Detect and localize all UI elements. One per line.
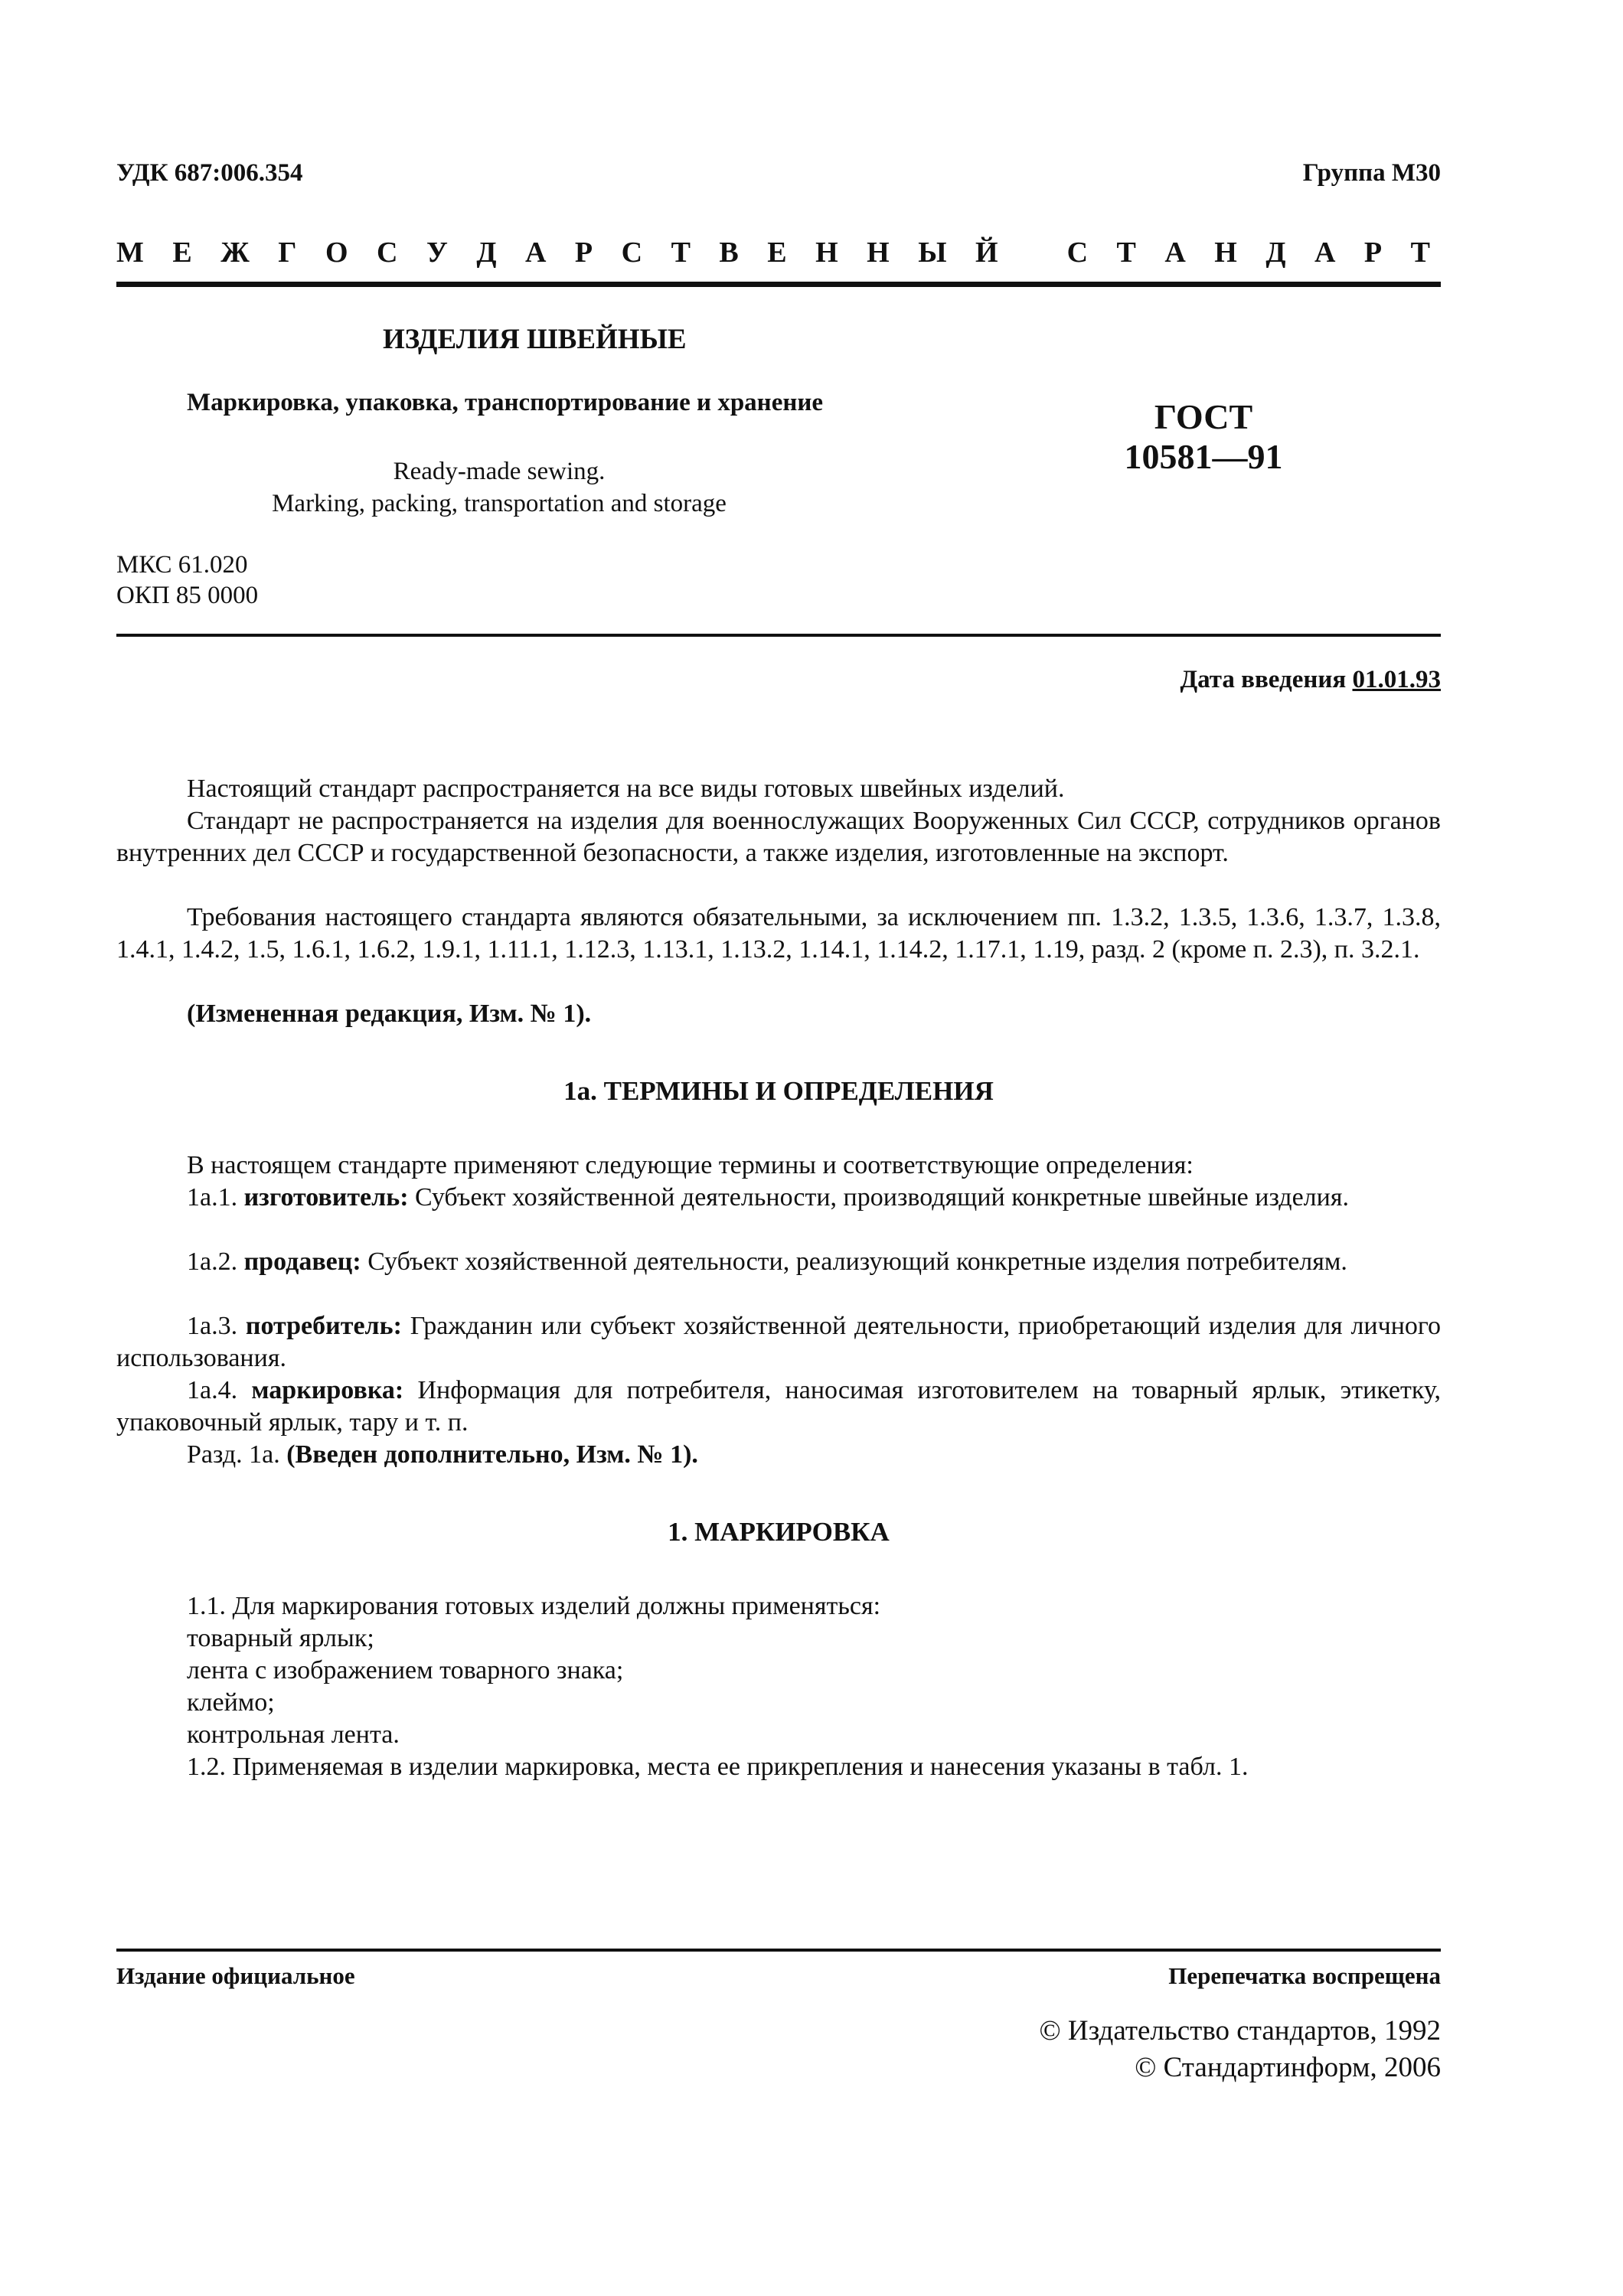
term-definition: Субъект хозяйственной деятельности, реализующий конкретные изделия потребителям. [367, 1247, 1347, 1276]
title-rule [116, 634, 1441, 637]
term-number: 1а.4. [187, 1376, 238, 1404]
clause-1-2: 1.2. Применяемая в изделии маркировка, места ее прикрепления и нанесения указаны в табл. 1. [187, 1753, 1249, 1781]
term-name: маркировка: [251, 1376, 404, 1404]
intro-date-value: 01.01.93 [1352, 666, 1441, 693]
term-1a-4 [116, 1375, 1441, 1439]
document-title: ИЗДЕЛИЯ ШВЕЙНЫЕ [383, 324, 687, 355]
term-1a-3 [116, 1310, 1441, 1375]
term-name: потребитель: [245, 1312, 402, 1340]
banner-right: С Т А Н Д А Р Т [1066, 236, 1441, 269]
gost-number: 10581—91 [1124, 437, 1283, 476]
marking-item-3: клеймо; [187, 1688, 275, 1717]
term-number: 1а.2. [187, 1247, 238, 1276]
marking-item-4: контрольная лента. [187, 1720, 400, 1749]
banner-left: М Е Ж Г О С У Д А Р С Т В Е Н Н Ы Й [116, 236, 1009, 269]
amendment-note: (Измененная редакция, Изм. № 1). [187, 1000, 592, 1028]
intro-date [1180, 666, 1441, 694]
term-definition: Субъект хозяйственной деятельности, производящий конкретные швейные изделия. [415, 1183, 1349, 1212]
term-definition: Информация для потребителя, наносимая изготовителем на товарный ярлык, этикетку, упаковочный ярлык, тару и т. п. [116, 1376, 1442, 1437]
preamble-paragraph-2: Стандарт не распространяется на изделия для военнослужащих Вооруженных Сил СССР, сотрудников органов внутренних дел СССР и государственной безопасности, а также изделия, изготовленные на экспорт. [116, 807, 1441, 867]
copyright-1992: © Издательство стандартов, 1992 [1039, 2015, 1441, 2047]
note-amendment: (Введен дополнительно, Изм. № 1). [286, 1440, 698, 1469]
mks-code: МКС 61.020 [116, 551, 248, 579]
preamble-paragraph-1: Настоящий стандарт распространяется на все виды готовых швейных изделий. [187, 775, 1065, 803]
term-definition: Гражданин или субъект хозяйственной деятельности, приобретающий изделия для личного использования. [116, 1312, 1442, 1372]
document-subtitle: Маркировка, упаковка, транспортирование и хранение [187, 389, 824, 416]
term-number: 1а.1. [187, 1183, 238, 1212]
term-name: изготовитель: [243, 1183, 409, 1212]
term-number: 1а.3. [187, 1312, 238, 1340]
note-prefix: Разд. 1а. [187, 1440, 280, 1469]
term-1a-1 [116, 1182, 1441, 1214]
english-title-line1: Ready-made sewing. [393, 458, 606, 485]
term-1a-2 [116, 1246, 1441, 1278]
udk-code: УДК 687:006.354 [116, 159, 303, 187]
copyright-2006: © Стандартинформ, 2006 [1135, 2052, 1441, 2083]
section-1a-note [116, 1439, 1441, 1471]
marking-item-1: товарный ярлык; [187, 1624, 374, 1652]
term-name: продавец: [243, 1247, 361, 1276]
group-code: Группа М30 [1302, 159, 1441, 187]
footer-rule [116, 1949, 1441, 1952]
gost-label: ГОСТ [1154, 397, 1253, 436]
marking-item-2: лента с изображением товарного знака; [187, 1656, 624, 1684]
footer-official-edition: Издание официальное [116, 1962, 355, 1989]
section-1a-intro: В настоящем стандарте применяют следующие термины и соответствующие определения: [187, 1151, 1194, 1179]
footer-reprint-prohibited: Перепечатка воспрещена [1168, 1962, 1441, 1989]
english-title-line2: Marking, packing, transportation and storage [272, 490, 727, 517]
preamble-paragraph-3: Требования настоящего стандарта являются обязательными, за исключением пп. 1.3.2, 1.3.5, 1.3.6, 1.3.7, 1.3.8, 1.4.1, 1.4.2, 1.5, 1.6.1, 1.6.2, 1.9.1, 1.11.1, 1.12.3, 1.13.1, 1.13.2, 1.14.1, 1.14.2, 1.17.1, 1.19, разд. 2 (кроме п. 2.3), п. 3.2.1. [116, 903, 1441, 964]
section-1-heading: 1. МАРКИРОВКА [668, 1517, 890, 1547]
intro-date-label: Дата введения [1180, 666, 1347, 693]
okp-code: ОКП 85 0000 [116, 582, 259, 609]
section-1a-heading: 1а. ТЕРМИНЫ И ОПРЕДЕЛЕНИЯ [563, 1076, 994, 1106]
top-rule [116, 282, 1441, 287]
clause-1-1: 1.1. Для маркирования готовых изделий должны применяться: [187, 1592, 881, 1620]
